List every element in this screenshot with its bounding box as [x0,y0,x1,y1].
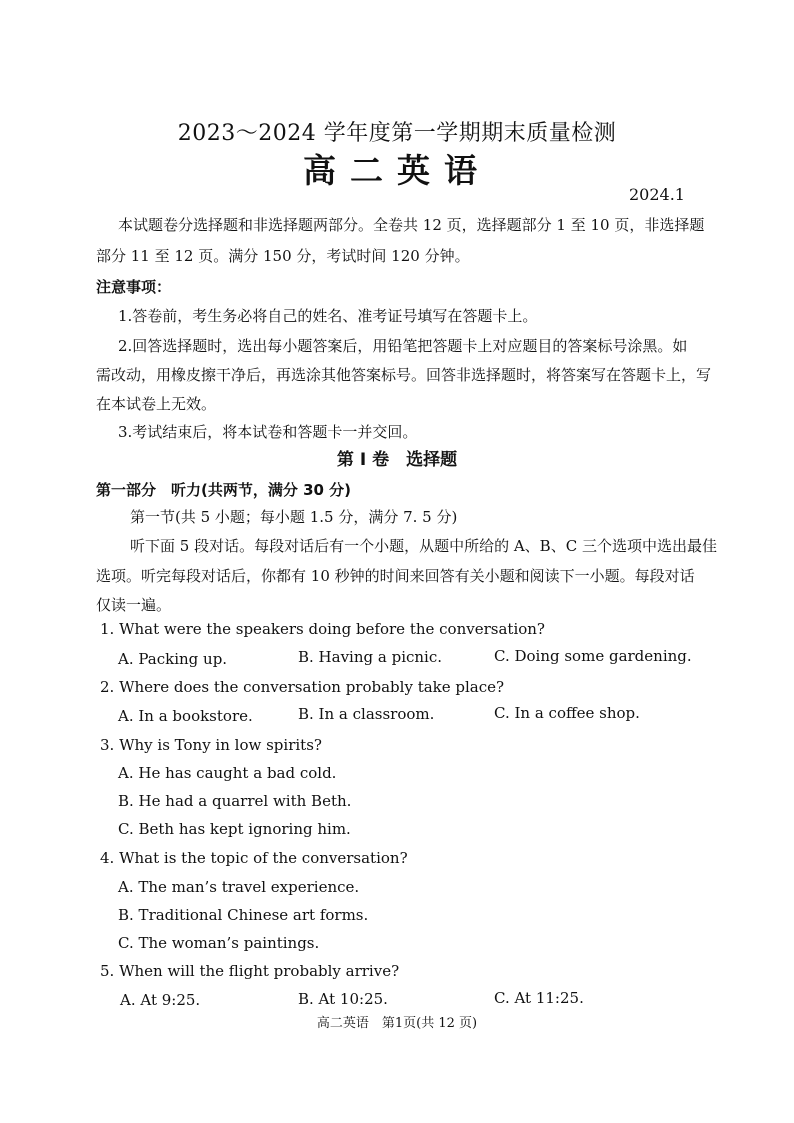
question-3-option-c: C. Beth has kept ignoring him. [118,820,351,838]
note-item-2-line-3: 在本试卷上无效。 [96,395,217,413]
question-4-option-c: C. The woman’s paintings. [118,934,320,952]
intro-line-2: 部分 11 至 12 页。满分 150 分，考试时间 120 分钟。 [96,247,470,265]
question-3-option-a: A. He has caught a bad cold. [118,764,337,782]
question-5-option-a: A. At 9:25. [120,991,201,1009]
question-2-option-b: B. In a classroom. [298,705,435,723]
question-4-stem: 4. What is the topic of the conversation? [100,849,408,867]
question-1-stem: 1. What were the speakers doing before the conversation? [100,620,545,638]
question-4-option-b: B. Traditional Chinese art forms. [118,906,369,924]
notes-heading: 注意事项： [96,278,172,296]
section-title: 第 Ⅰ 卷 选择题 [336,450,458,470]
question-5-option-c: C. At 11:25. [494,989,584,1007]
question-3-option-b: B. He had a quarrel with Beth. [118,792,352,810]
subject-title: 高二英语 [303,151,491,190]
question-2-option-a: A. In a bookstore. [118,707,253,725]
question-5-stem: 5. When will the flight probably arrive? [100,962,400,980]
subsection-one-heading: 第一节(共 5 小题；每小题 1.5 分，满分 7. 5 分) [130,508,458,526]
note-item-2-line-2: 需改动，用橡皮擦干净后，再选涂其他答案标号。回答非选择题时，将答案写在答题卡上，写 [96,366,712,384]
question-3-stem: 3. Why is Tony in low spirits? [100,736,322,754]
exam-date: 2024.1 [629,185,685,204]
note-item-1: 1.答卷前，考生务必将自己的姓名、准考证号填写在答题卡上。 [118,307,538,325]
exam-title: 2023～2024 学年度第一学期期末质量检测 [177,121,617,146]
instruction-line-3: 仅读一遍。 [96,596,172,614]
instruction-line-1: 听下面 5 段对话。每段对话后有一个小题，从题中所给的 A、B、C 三个选项中选出最佳 [130,537,717,555]
intro-line-1: 本试题卷分选择题和非选择题两部分。全卷共 12 页，选择题部分 1 至 10 页，非选择题 [118,216,705,234]
question-5-option-b: B. At 10:25. [298,990,388,1008]
note-item-2-line-1: 2.回答选择题时，选出每小题答案后，用铅笔把答题卡上对应题目的答案标号涂黑。如 [118,337,688,355]
question-1-option-a: A. Packing up. [118,650,228,668]
question-4-option-a: A. The man’s travel experience. [118,878,360,896]
note-item-3: 3.考试结束后，将本试卷和答题卡一并交回。 [118,423,418,441]
question-1-option-b: B. Having a picnic. [298,648,443,666]
instruction-line-2: 选项。听完每段对话后，你都有 10 秒钟的时间来回答有关小题和阅读下一小题。每段对话 [96,567,695,585]
question-2-stem: 2. Where does the conversation probably take place? [100,678,505,696]
question-2-option-c: C. In a coffee shop. [494,704,640,722]
page-footer: 高二英语 第1页(共 12 页) [316,1016,478,1031]
question-1-option-c: C. Doing some gardening. [494,647,692,665]
part-one-heading: 第一部分 听力(共两节，满分 30 分) [96,481,352,499]
